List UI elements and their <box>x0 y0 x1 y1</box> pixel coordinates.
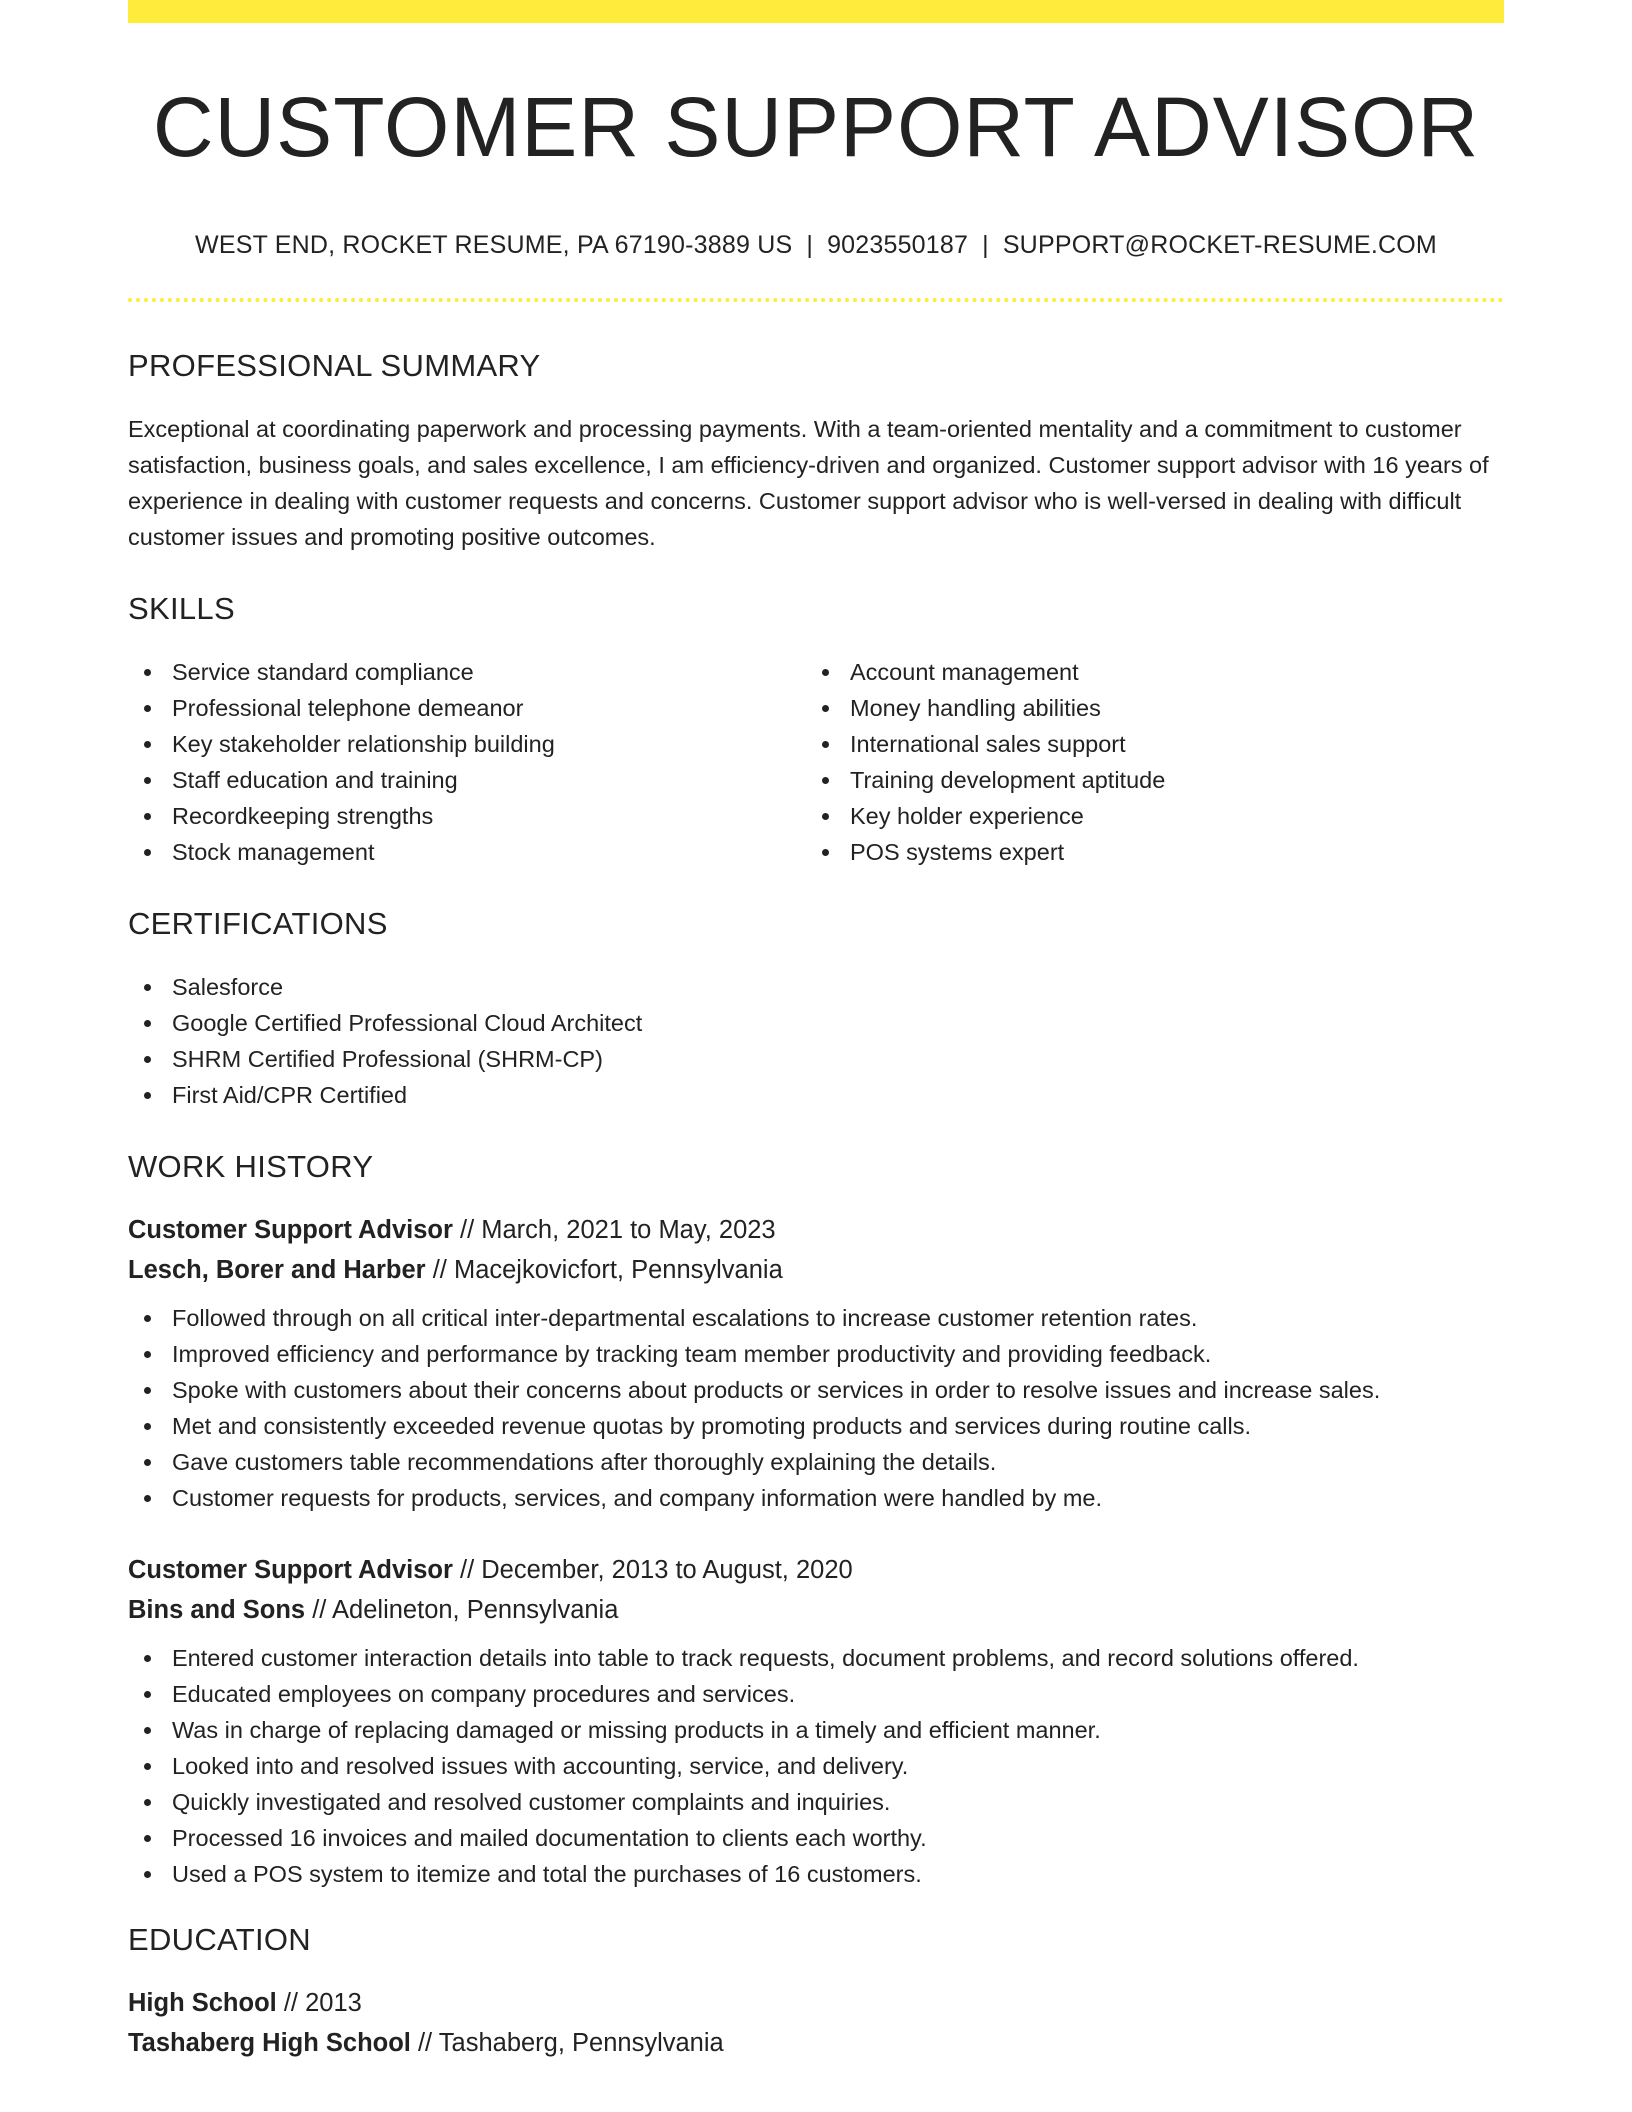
contact-separator: | <box>982 231 989 259</box>
job-role: Customer Support Advisor <box>128 1556 453 1584</box>
job-company: Lesch, Borer and Harber <box>128 1256 426 1284</box>
certification-item: Google Certified Professional Cloud Architect <box>128 1005 1504 1041</box>
skill-item: Staff education and training <box>128 762 806 798</box>
job-duty: Improved efficiency and performance by tracking team member productivity and providing feedback. <box>128 1336 1504 1372</box>
education-heading: EDUCATION <box>128 1922 311 1957</box>
job-role-line <box>128 1210 1504 1250</box>
job-role: Customer Support Advisor <box>128 1216 453 1244</box>
job-company: Bins and Sons <box>128 1596 306 1624</box>
job-duty: Used a POS system to itemize and total the purchases of 16 customers. <box>128 1856 1504 1892</box>
job-duty: Met and consistently exceeded revenue quotas by promoting products and services during routine calls. <box>128 1408 1504 1444</box>
skills-heading: SKILLS <box>128 591 235 626</box>
education-year: // 2013 <box>276 1989 362 2017</box>
certifications-heading: CERTIFICATIONS <box>128 906 388 941</box>
job-duty: Quickly investigated and resolved customer complaints and inquiries. <box>128 1784 1504 1820</box>
job-duty: Spoke with customers about their concerns about products or services in order to resolve issues and increase sales. <box>128 1372 1504 1408</box>
job-duty: Followed through on all critical inter-departmental escalations to increase customer retention rates. <box>128 1300 1504 1336</box>
skill-item: Stock management <box>128 834 806 870</box>
job-entry <box>128 1550 1504 1892</box>
job-dates: // December, 2013 to August, 2020 <box>452 1556 853 1584</box>
education-degree: High School <box>128 1989 277 2017</box>
job-duty: Entered customer interaction details into table to track requests, document problems, and record solutions offered. <box>128 1640 1504 1676</box>
job-duties-list <box>128 1300 1504 1516</box>
job-duty: Was in charge of replacing damaged or missing products in a timely and efficient manner. <box>128 1712 1504 1748</box>
skill-item: Account management <box>806 654 1484 690</box>
contact-address: WEST END, ROCKET RESUME, PA 67190-3889 US <box>195 231 793 259</box>
job-duty: Educated employees on company procedures and services. <box>128 1676 1504 1712</box>
certification-item: Salesforce <box>128 969 1504 1005</box>
job-duty: Gave customers table recommendations after thoroughly explaining the details. <box>128 1444 1504 1480</box>
job-company-line <box>128 1590 1504 1630</box>
contact-separator: | <box>806 231 814 259</box>
job-dates: // March, 2021 to May, 2023 <box>452 1216 776 1244</box>
certification-item: First Aid/CPR Certified <box>128 1077 1504 1113</box>
education-entry <box>128 1983 1504 2063</box>
skill-item: Recordkeeping strengths <box>128 798 806 834</box>
job-duties-list <box>128 1640 1504 1892</box>
dotted-divider <box>128 298 1504 302</box>
education-school: Tashaberg High School <box>128 2029 411 2057</box>
summary-heading: PROFESSIONAL SUMMARY <box>128 348 541 383</box>
skill-item: Key holder experience <box>806 798 1484 834</box>
job-duty: Customer requests for products, services, and company information were handled by me. <box>128 1480 1504 1516</box>
skills-right-column <box>806 654 1484 870</box>
job-location: // Adelineton, Pennsylvania <box>305 1596 619 1624</box>
skill-item: Training development aptitude <box>806 762 1484 798</box>
education-degree-line <box>128 1983 1504 2023</box>
skill-item: International sales support <box>806 726 1484 762</box>
skills-left-column <box>128 654 806 870</box>
education-location: // Tashaberg, Pennsylvania <box>410 2029 724 2057</box>
summary-text: Exceptional at coordinating paperwork and processing payments. With a team-oriented mentality and a commitment to customer satisfaction, business goals, and sales excellence, I am efficiency-driven and organized. Customer support advisor with 16 years of experience in dealing with customer requests and concerns. Customer support advisor who is well-versed in dealing with difficult customer issues and promoting positive outcomes. <box>128 416 1489 550</box>
job-duty: Processed 16 invoices and mailed documentation to clients each worthy. <box>128 1820 1504 1856</box>
contact-phone: 9023550187 <box>827 231 969 259</box>
job-location: // Macejkovicfort, Pennsylvania <box>425 1256 783 1284</box>
education-school-line <box>128 2023 1504 2063</box>
candidate-name: CUSTOMER SUPPORT ADVISOR <box>152 80 1480 174</box>
contact-email: SUPPORT@ROCKET-RESUME.COM <box>1002 231 1437 259</box>
job-role-line <box>128 1550 1504 1590</box>
resume-page <box>128 0 1504 2063</box>
skill-item: POS systems expert <box>806 834 1484 870</box>
certification-item: SHRM Certified Professional (SHRM-CP) <box>128 1041 1504 1077</box>
top-accent-bar <box>128 0 1504 23</box>
work-history-heading: WORK HISTORY <box>128 1149 374 1184</box>
job-entry <box>128 1210 1504 1516</box>
skill-item: Key stakeholder relationship building <box>128 726 806 762</box>
skill-item: Service standard compliance <box>128 654 806 690</box>
skill-item: Professional telephone demeanor <box>128 690 806 726</box>
job-duty: Looked into and resolved issues with accounting, service, and delivery. <box>128 1748 1504 1784</box>
job-company-line <box>128 1250 1504 1290</box>
skill-item: Money handling abilities <box>806 690 1484 726</box>
skills-list <box>128 654 1504 870</box>
contact-line <box>128 233 1504 258</box>
certifications-list <box>128 969 1504 1113</box>
